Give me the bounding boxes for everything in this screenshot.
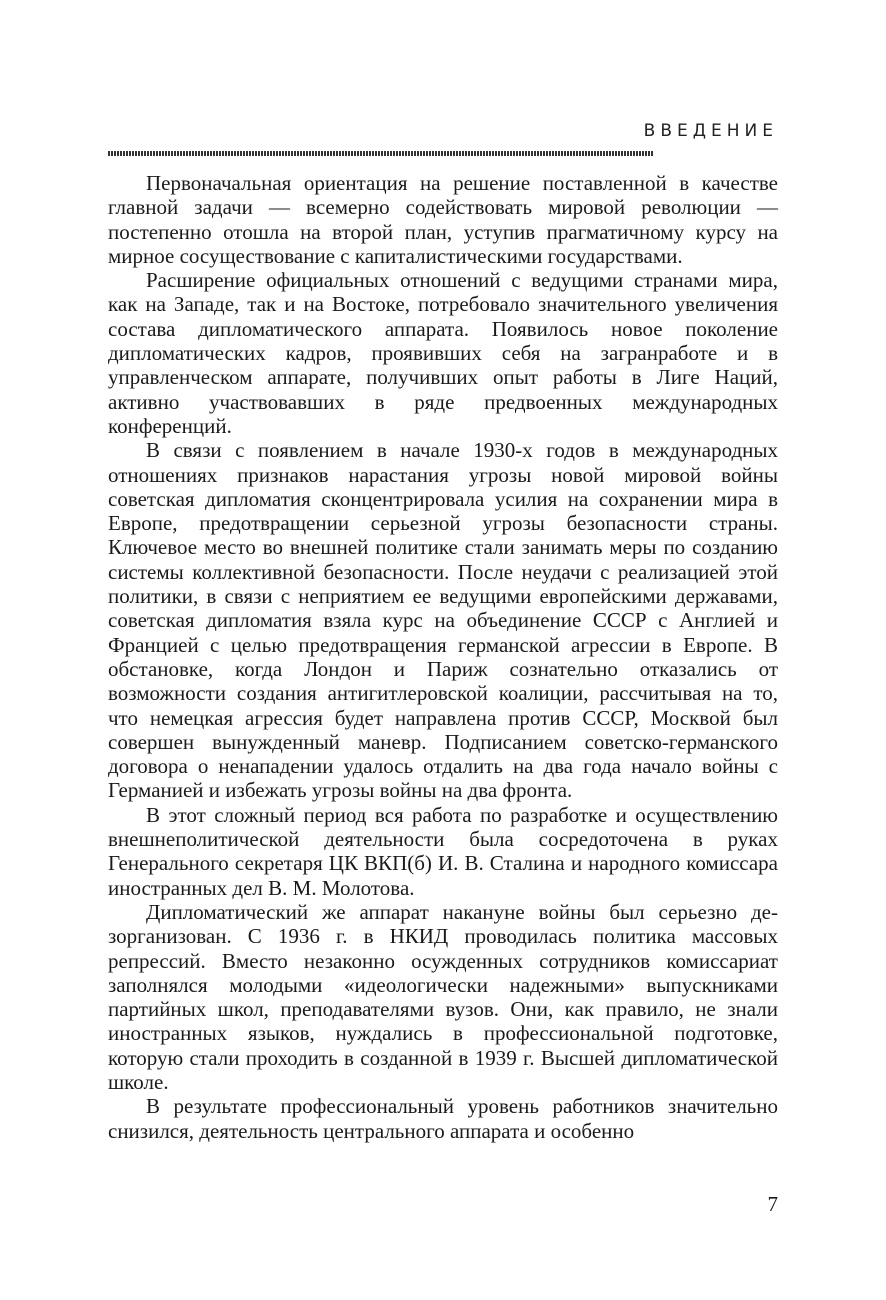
page-number: 7 xyxy=(767,1192,778,1216)
paragraph: В связи с появлением в начале 1930-х годов в международных отношениях признаков нарастания угрозы новой мировой войны советская дипломатия сконцентрировала усилия на сохранении мира в Европе, предотвращении серьезной угрозы безопасности страны. Ключевое место во внешней политике стали занимать меры по созданию системы коллективной безопасности. После неудачи с реализацией этой политики, в связи с неприятием ее ведущими европейскими державами, советская дипломатия взяла курс на объединение СССР с Англией и Францией с целью предотвращения германской агрессии в Европе. В обстановке, когда Лондон и Париж сознательно отказались от возможности создания антигитлеровской коалиции, рассчитывая на то, что немецкая агрессия будет направлена против СССР, Москвой был совершен вынужденный маневр. Подписанием советско-германского договора о ненападении удалось отдалить на два года начало войны с Германией и избежать угрозы войны на два фронта. xyxy=(108,438,778,803)
running-head: ВВЕДЕНИЕ xyxy=(643,121,778,141)
paragraph: Расширение официальных отношений с ведущими странами мира, как на Западе, так и на Востоке, потребовало значительного увеличения состава дипломатического аппарата. Появилось новое поколение дипломатических кадров, проявивших себя на загранработе и в управленческом аппарате, получивших опыт работы в Лиге Наций, активно участвовавших в ряде предвоенных международных конференций. xyxy=(108,268,778,438)
paragraph: Дипломатический же аппарат накануне войны был серьезно дезорганизован. С 1936 г. в НКИД проводилась политика массовых репрессий. Вместо незаконно осужденных сотрудников комиссариат заполнялся молодыми «идеологически надежными» выпускниками партийных школ, преподавателями вузов. Они, как правило, не знали иностранных языков, нуждались в профессиональной подготовке, которую стали проходить в созданной в 1939 г. Высшей дипломатической школе. xyxy=(108,899,778,1094)
paragraph: В результате профессиональный уровень работников значительно снизился, деятельность центрального аппарата и особенно xyxy=(108,1094,778,1143)
paragraph: В этот сложный период вся работа по разработке и осуществлению внешнеполитической деятельности была сосредоточена в руках Генерального секретаря ЦК ВКП(б) И. В. Сталина и народного комиссара иностранных дел В. М. Молотова. xyxy=(108,802,778,900)
body-text xyxy=(108,171,778,1143)
header-rule xyxy=(108,151,654,156)
paragraph: Первоначальная ориентация на решение поставленной в качестве главной задачи — всемерно содействовать мировой революции — постепенно отошла на второй план, уступив прагматичному курсу на мирное сосуществование с капиталистическими государствами. xyxy=(108,171,778,268)
